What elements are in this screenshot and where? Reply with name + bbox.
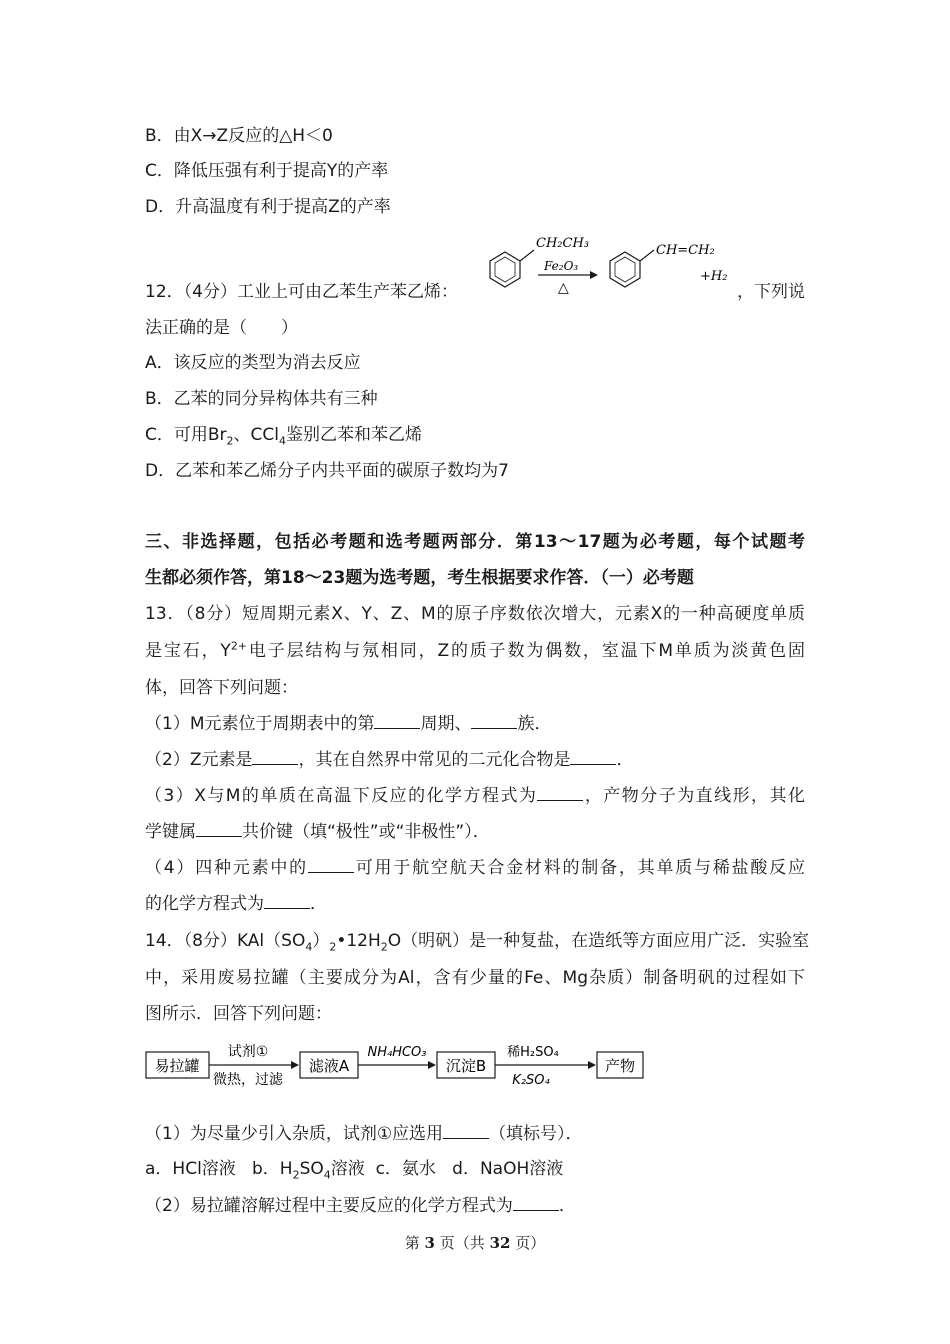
q13-part4-text: ． — [310, 894, 327, 914]
q13-part3-text: ，产物分子为直线形，其化 — [583, 786, 805, 806]
q13-part4-text: 可用于航空航天合金材料的制备，其单质与稀盐酸反应 — [353, 858, 806, 878]
q14-stem — [145, 930, 810, 954]
q12-stem-continued: 法正确的是（ ） — [145, 318, 298, 338]
q12-option-c — [145, 424, 805, 446]
q14-stem-line2: 中，采用废易拉罐（主要成分为Al，含有少量的Fe、Mg杂质）制备明矾的过程如下 — [145, 968, 805, 988]
q13-part4-text: 的化学方程式为 — [145, 894, 264, 914]
footer-text: 页（共 — [439, 1234, 485, 1252]
page-number: 3 — [424, 1234, 435, 1252]
q14-options — [145, 1158, 805, 1180]
q12-catalyst: Fe₂O₃ — [544, 259, 579, 273]
q11-option-b: B．由X→Z反应的△H＜0 — [145, 126, 333, 146]
q12-byproduct: +H₂ — [700, 269, 728, 284]
q14-option-a: a．HCl溶液 — [145, 1159, 236, 1179]
q14-part2-text: ． — [558, 1196, 576, 1216]
q13-part4-continued — [145, 892, 805, 915]
q14-flow-diagram — [145, 1040, 645, 1090]
answer-blank[interactable] — [196, 820, 242, 837]
q13-stem: 13．（8分）短周期元素X、Y、Z、M的原子序数依次增大，元素X的一种高硬度单质 — [145, 604, 805, 624]
q12-option-a: A．该反应的类型为消去反应 — [145, 353, 361, 373]
q14-text: ） — [312, 931, 330, 951]
q13-part1-text: 族． — [517, 714, 552, 734]
flow-step1-top: 试剂① — [227, 1044, 269, 1060]
q11-option-d: D．升高温度有利于提高Z的产率 — [145, 197, 391, 217]
flow-step3-bottom: K₂SO₄ — [512, 1073, 550, 1088]
answer-blank[interactable] — [471, 712, 517, 729]
arrow-head-icon — [590, 271, 598, 279]
answer-blank[interactable] — [308, 856, 354, 873]
q13-part2-text: ． — [616, 750, 634, 770]
q12-option-c-text: 、CCl — [233, 425, 279, 445]
arrow-head-icon — [428, 1061, 436, 1069]
q14-option-b-text: 溶液 — [330, 1159, 365, 1179]
q13-part3 — [145, 784, 805, 807]
answer-blank[interactable] — [374, 712, 420, 729]
q14-part1-text: （1）为尽量少引入杂质，试剂①应选用 — [145, 1124, 444, 1144]
answer-blank[interactable] — [513, 1194, 559, 1211]
answer-blank[interactable] — [537, 784, 583, 801]
q14-option-b-text: b．H — [252, 1159, 293, 1179]
q14-sub: 2 — [380, 940, 388, 954]
footer-text: 第 — [404, 1234, 420, 1252]
q13-part1-text: （1）M元素位于周期表中的第 — [145, 714, 375, 734]
q14-part2 — [145, 1194, 805, 1217]
page-total: 32 — [489, 1234, 511, 1252]
q13-part4-text: （4）四种元素中的 — [145, 858, 308, 878]
q13-part3-text: 学键属 — [145, 822, 196, 842]
q12-stem-text: 12．（4分）工业上可由乙苯生产苯乙烯： — [145, 282, 458, 302]
q14-part2-text: （2）易拉罐溶解过程中主要反应的化学方程式为 — [145, 1196, 513, 1216]
q13-part3-text: 共价键（填“极性”或“非极性”）． — [242, 822, 490, 842]
page-footer — [0, 1232, 950, 1253]
q12-option-c-text: C．可用Br — [145, 425, 227, 445]
q12-option-c-text: 鉴别乙苯和苯乙烯 — [286, 425, 422, 445]
q13-part2-text: （2）Z元素是 — [145, 750, 253, 770]
q13-part2 — [145, 748, 805, 771]
q14-sub: 4 — [305, 940, 313, 954]
q14-stem-line3: 图所示．回答下列问题： — [145, 1004, 332, 1024]
flow-step3-top: 稀H₂SO₄ — [507, 1045, 559, 1060]
section-heading: 三、非选择题，包括必考题和选考题两部分．第13～17题为必考题，每个试题考 — [145, 532, 805, 552]
q14-text: O（明矾）是一种复盐，在造纸等方面应用广泛．实验室 — [387, 931, 810, 951]
q13-part1-text: 周期、 — [420, 714, 472, 734]
q14-part1 — [145, 1122, 805, 1145]
q12-reaction-scheme — [478, 230, 758, 300]
flow-box-can-label: 易拉罐 — [154, 1057, 200, 1075]
q13-stem-line3: 体，回答下列问题： — [145, 678, 298, 698]
flow-box-filtrate-label: 滤液A — [308, 1057, 350, 1075]
q13-part3-continued — [145, 820, 805, 843]
section-heading-continued: 生都必须作答，第18～23题为选考题，考生根据要求作答．（一）必考题 — [145, 568, 694, 588]
footer-text: 页） — [515, 1234, 546, 1252]
answer-blank[interactable] — [264, 892, 310, 909]
q13-part1 — [145, 712, 805, 735]
q12-option-b: B．乙苯的同分异构体共有三种 — [145, 389, 378, 409]
q13-part4 — [145, 856, 805, 879]
q14-part1-text: （填标号）． — [489, 1124, 583, 1144]
q14-sub: 2 — [329, 940, 337, 954]
q13-text: 电子层结构与氖相同，Z的质子数为偶数，室温下M单质为淡黄色固 — [247, 641, 806, 661]
answer-blank[interactable] — [570, 748, 616, 765]
q12-option-d: D．乙苯和苯乙烯分子内共平面的碳原子数均为7 — [145, 461, 509, 481]
q13-stem-line2 — [145, 640, 805, 662]
q12-reactant-group: CH₂CH₃ — [536, 236, 589, 251]
q14-option-b-sub: 4 — [323, 1168, 331, 1182]
q14-option-b-sub: 2 — [292, 1168, 300, 1182]
q13-part2-text: ，其在自然界中常见的二元化合物是 — [298, 750, 571, 770]
flow-box-product-label: 产物 — [604, 1057, 636, 1075]
benzene-ring-reactant — [490, 250, 534, 287]
arrow-head-icon — [588, 1061, 596, 1069]
answer-blank[interactable] — [252, 748, 298, 765]
benzene-ring-product — [610, 250, 654, 287]
q14-text: •12H — [336, 931, 381, 951]
q12-option-c-sub: 4 — [279, 434, 286, 448]
q12-condition: △ — [558, 280, 569, 296]
q13-part3-text: （3）X与M的单质在高温下反应的化学方程式为 — [145, 786, 538, 806]
q14-option-c: c．氨水 — [375, 1159, 436, 1179]
q12-stem-tail: ，下列说 — [737, 282, 805, 302]
q14-text: 14．（8分）KAl（SO — [145, 931, 306, 951]
flow-step1-bottom: 微热，过滤 — [213, 1072, 283, 1088]
q12-product-group: CH=CH₂ — [656, 243, 715, 258]
answer-blank[interactable] — [443, 1122, 489, 1139]
q13-text: 是宝石，Y — [145, 641, 231, 661]
q13-superscript: 2+ — [230, 639, 248, 653]
q11-option-c: C．降低压强有利于提高Y的产率 — [145, 161, 389, 181]
flow-step2-top: NH₄HCO₃ — [367, 1045, 427, 1060]
q14-option-b-text: SO — [299, 1159, 324, 1179]
q14-option-b — [252, 1159, 365, 1182]
q12-option-c-sub: 2 — [226, 434, 234, 448]
arrow-head-icon — [291, 1061, 299, 1069]
flow-box-precipitate-label: 沉淀B — [445, 1057, 487, 1075]
q14-option-d: d．NaOH溶液 — [452, 1159, 564, 1179]
